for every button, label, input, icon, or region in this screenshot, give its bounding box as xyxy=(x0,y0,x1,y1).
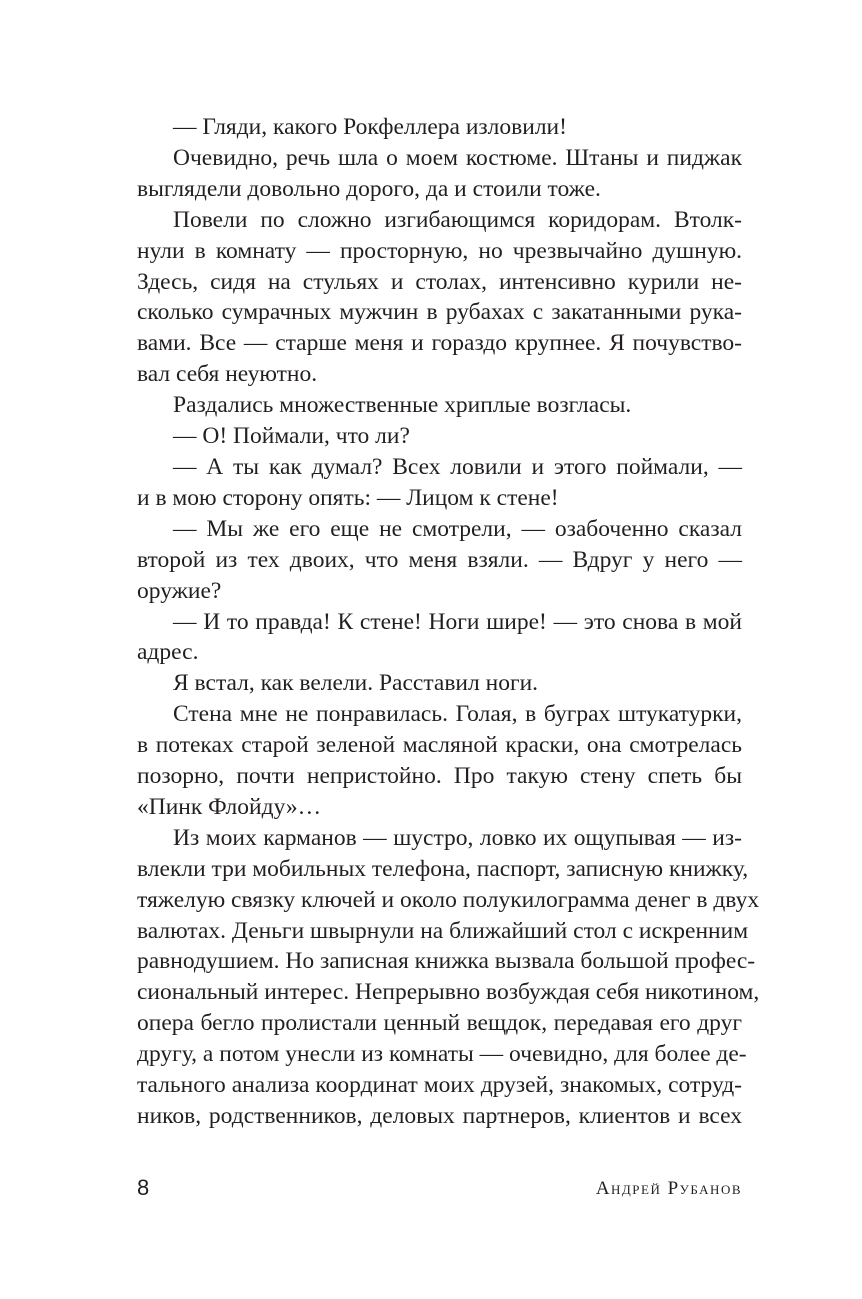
body-text xyxy=(137,112,760,1132)
paragraph xyxy=(137,143,742,205)
paragraph xyxy=(137,514,742,607)
text-line: тального анализа координат моих друзей, знакомых, сотруд- xyxy=(137,1072,742,1099)
text-line: Из моих карманов — шустро, ловко их ощупывая — из- xyxy=(173,824,742,851)
text-line: валютах. Деньги швырнули на ближайший стол с искренним xyxy=(137,917,749,944)
text-line: — О! Поймали, что ли? xyxy=(173,423,410,450)
paragraph xyxy=(137,668,742,699)
text-line: Раздались множественные хриплые возгласы. xyxy=(173,392,632,419)
paragraph xyxy=(137,452,742,514)
text-line: ников, родственников, деловых партнеров, клиентов и всех xyxy=(137,1103,742,1129)
paragraph xyxy=(137,390,742,421)
page-footer xyxy=(137,1174,742,1204)
text-line: тяжелую связку ключей и около полукилограмма денег в двух xyxy=(137,886,760,913)
text-line: другу, а потом унесли из комнаты — очевидно, для более де- xyxy=(137,1041,747,1068)
paragraph xyxy=(137,607,742,669)
text-line: нули в комнату — просторную, но чрезвычайно душную. xyxy=(137,237,742,264)
text-line: влекли три мобильных телефона, паспорт, записную книжку, xyxy=(137,855,749,882)
text-line: Здесь, сидя на стульях и столах, интенсивно курили не- xyxy=(137,268,742,295)
text-line: «Пинк Флойду»… xyxy=(137,793,322,820)
text-line: сиональный интерес. Непрерывно возбуждая себя никотином, xyxy=(137,979,760,1006)
text-line: Я встал, как велели. Расставил ноги. xyxy=(173,670,539,697)
text-line: Повели по сложно изгибающимся коридорам. Втолк- xyxy=(173,206,742,233)
text-line: выглядели довольно дорого, да и стоили тоже. xyxy=(137,175,601,202)
text-line: адрес. xyxy=(137,639,199,666)
text-line: сколько сумрачных мужчин в рубахах с закатанными рука- xyxy=(137,299,742,326)
paragraph xyxy=(137,699,742,823)
text-line: — Гляди, какого Рокфеллера изловили! xyxy=(173,114,567,140)
running-author: Андрей Рубанов xyxy=(595,1178,742,1199)
text-line: вами. Все — старше меня и гораздо крупнее. Я почувство- xyxy=(137,330,742,357)
paragraph xyxy=(137,112,742,143)
text-line: — А ты как думал? Всех ловили и этого поймали, — xyxy=(173,453,742,480)
text-line: — И то правда! К стене! Ноги шире! — это снова в мой xyxy=(173,608,742,635)
text-line: и в мою сторону опять: — Лицом к стене! xyxy=(137,484,559,511)
text-line: Стена мне не понравилась. Голая, в буграх штукатурки, xyxy=(173,701,742,728)
page-number: 8 xyxy=(137,1175,150,1200)
paragraph xyxy=(137,421,742,452)
text-line: позорно, почти непристойно. Про такую стену спеть бы xyxy=(137,763,742,790)
text-line: в потеках старой зеленой масляной краски, она смотрелась xyxy=(137,732,742,759)
text-line: второй из тех двоих, что меня взяли. — Вдруг у него — xyxy=(137,546,742,573)
text-line: оружие? xyxy=(137,577,222,604)
text-line: опера бегло пролистали ценный вещдок, передавая его друг xyxy=(137,1010,742,1037)
text-line: — Мы же его еще не смотрели, — озабоченно сказал xyxy=(173,515,742,542)
text-line: вал себя неуютно. xyxy=(137,361,318,388)
text-line: Очевидно, речь шла о моем костюме. Штаны и пиджак xyxy=(173,144,742,171)
paragraph xyxy=(137,823,760,1132)
text-line: равнодушием. Но записная книжка вызвала большой профес- xyxy=(137,948,756,975)
paragraph xyxy=(137,205,742,390)
